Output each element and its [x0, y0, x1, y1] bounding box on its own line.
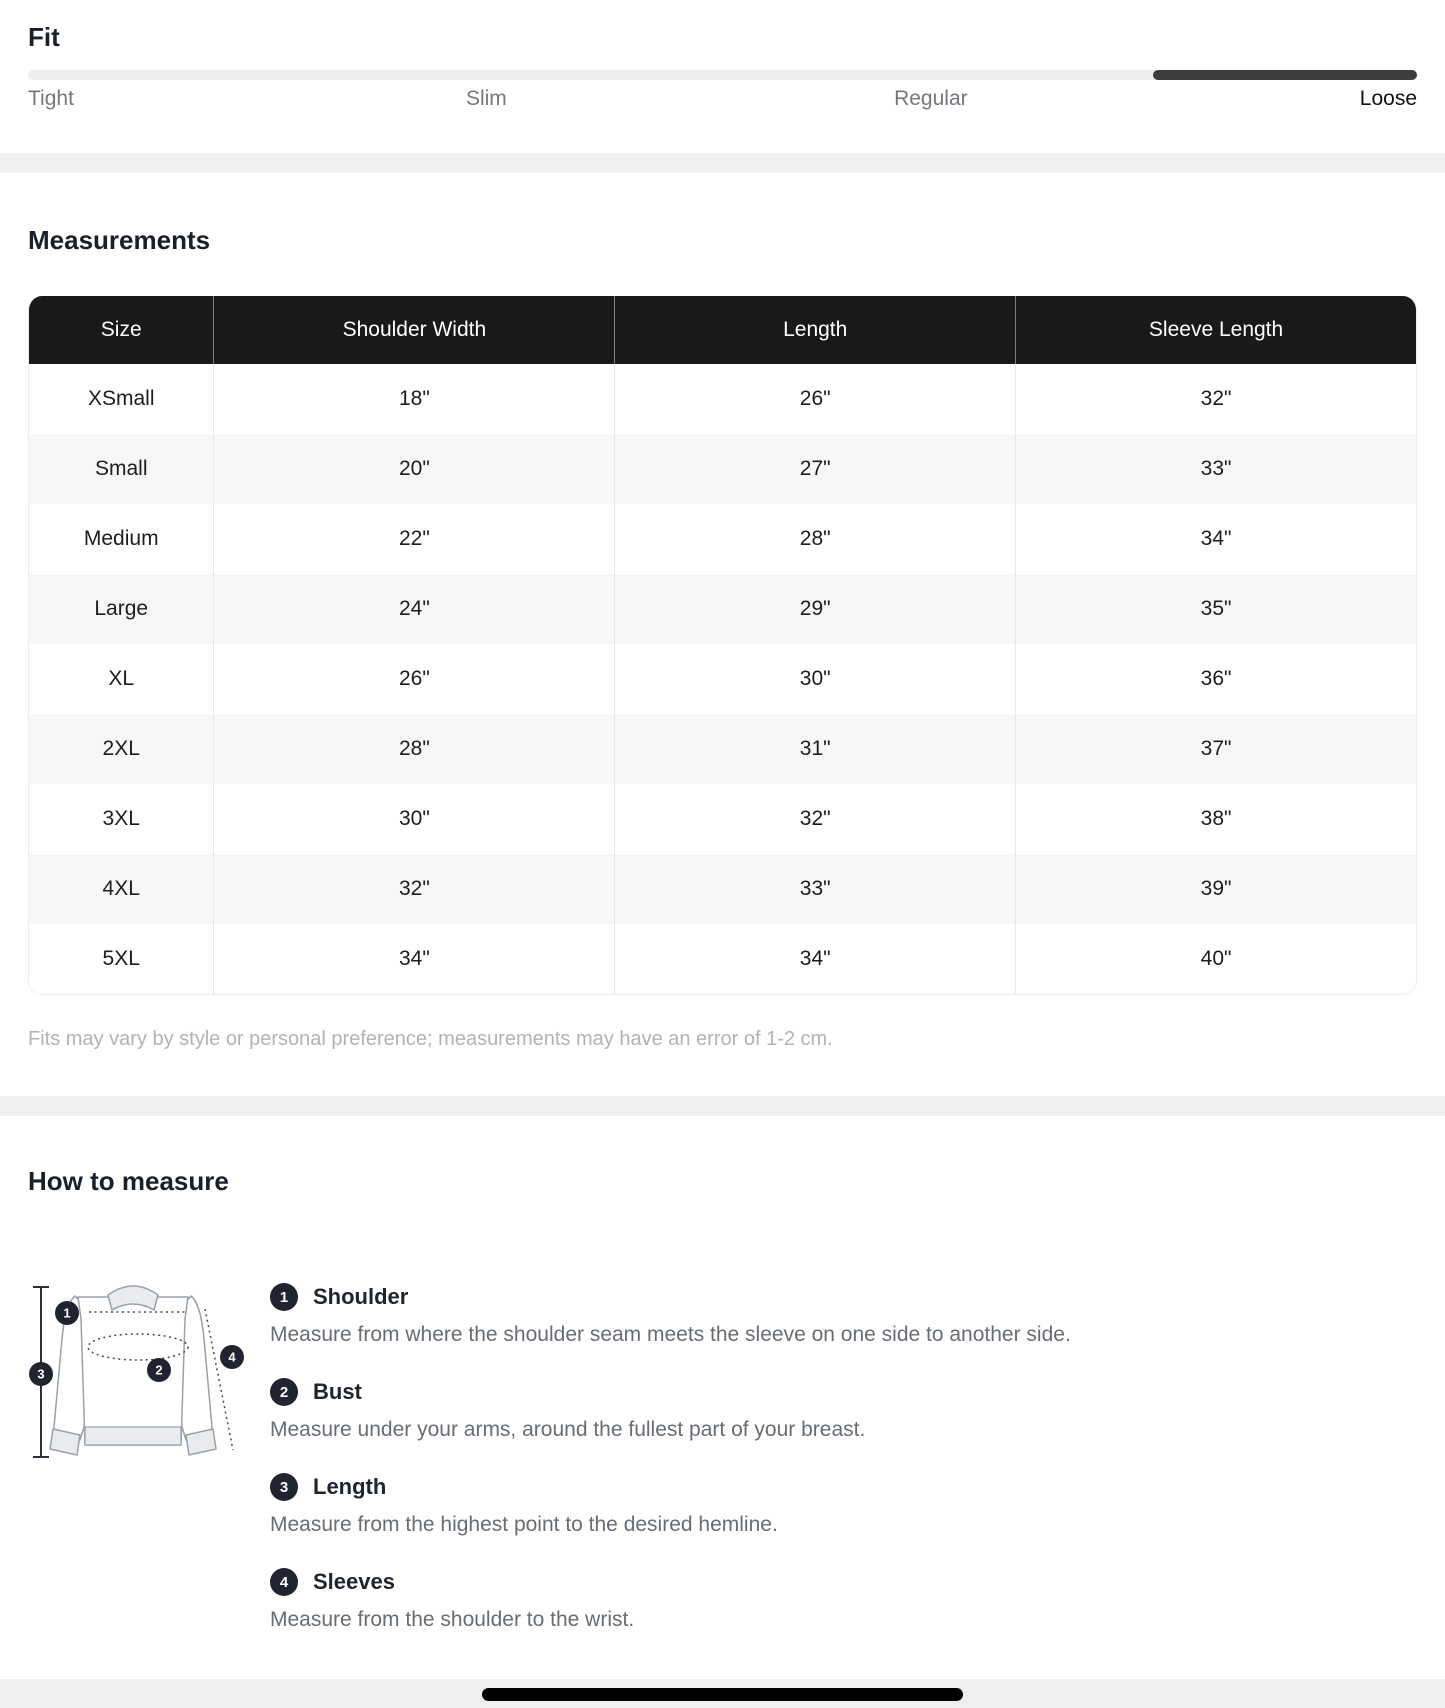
measure-item — [270, 1378, 1417, 1443]
cell-shoulder-width: 32" — [213, 854, 614, 924]
cell-length: 29" — [614, 574, 1015, 644]
fit-scale-label: Regular — [894, 87, 968, 110]
cell-length: 27" — [614, 434, 1015, 504]
cell-sleeve-length: 39" — [1015, 854, 1416, 924]
table-row — [29, 364, 1416, 434]
cell-sleeve-length: 40" — [1015, 924, 1416, 994]
fit-level-track — [28, 70, 1417, 80]
cell-size: 2XL — [102, 737, 140, 760]
cell-length: 33" — [614, 854, 1015, 924]
cell-size: Small — [94, 457, 148, 480]
table-row — [29, 854, 1416, 924]
measure-item-badge: 4 — [270, 1568, 298, 1596]
measure-item — [270, 1568, 1417, 1633]
measurements-section — [0, 173, 1445, 1051]
diagram-badge-3: 3 — [37, 1366, 45, 1382]
measure-instructions-list — [270, 1283, 1417, 1663]
fit-scale-label: Slim — [465, 87, 507, 110]
fit-scale-label: Tight — [28, 87, 74, 110]
measure-item-description: Measure from where the shoulder seam meets the sleeve on one side to another side. — [270, 1323, 1071, 1346]
cell-length: 30" — [614, 644, 1015, 714]
cell-shoulder-width: 28" — [213, 714, 614, 784]
size-table-body — [29, 364, 1416, 994]
cell-size: Medium — [83, 527, 159, 550]
measure-item-badge: 1 — [270, 1283, 298, 1311]
fit-scale-labels — [28, 87, 1417, 113]
section-divider — [0, 1096, 1445, 1116]
cell-length: 34" — [614, 924, 1015, 994]
measurements-title: Measurements — [28, 225, 211, 255]
measure-item — [270, 1473, 1417, 1538]
table-row — [29, 434, 1416, 504]
column-header-length: Length — [614, 296, 1015, 364]
table-row — [29, 714, 1416, 784]
cell-length: 31" — [614, 714, 1015, 784]
fit-scale-label: Loose — [1359, 87, 1417, 110]
cell-shoulder-width: 30" — [213, 784, 614, 854]
measure-item-title: Shoulder — [313, 1284, 409, 1309]
table-row — [29, 924, 1416, 994]
measure-item-title: Sleeves — [313, 1569, 395, 1594]
cell-sleeve-length: 38" — [1015, 784, 1416, 854]
measure-item-title: Bust — [313, 1379, 362, 1404]
cell-shoulder-width: 18" — [213, 364, 614, 434]
measure-item-title: Length — [313, 1474, 387, 1499]
measure-item-description: Measure under your arms, around the fullest part of your breast. — [270, 1418, 866, 1441]
column-header-shoulder-width: Shoulder Width — [213, 296, 614, 364]
measure-item-badge: 3 — [270, 1473, 298, 1501]
cell-sleeve-length: 34" — [1015, 504, 1416, 574]
cell-shoulder-width: 24" — [213, 574, 614, 644]
how-to-measure-title: How to measure — [28, 1166, 229, 1196]
cell-length: 28" — [614, 504, 1015, 574]
size-table — [28, 296, 1417, 995]
diagram-badge-2: 2 — [155, 1362, 163, 1378]
cell-size: 4XL — [102, 877, 140, 900]
cell-size: Large — [94, 597, 149, 620]
home-indicator-bar — [0, 1679, 1445, 1708]
cell-length: 32" — [614, 784, 1015, 854]
measure-item-badge: 2 — [270, 1378, 298, 1406]
cell-sleeve-length: 33" — [1015, 434, 1416, 504]
cell-shoulder-width: 20" — [213, 434, 614, 504]
measurements-note: Fits may vary by style or personal preference; measurements may have an error of 1-2 cm. — [28, 1028, 833, 1050]
section-divider — [0, 153, 1445, 173]
cell-size: 5XL — [102, 947, 140, 970]
fit-title: Fit — [28, 22, 60, 52]
home-indicator[interactable] — [482, 1688, 963, 1701]
how-to-measure-section — [0, 1116, 1445, 1663]
measure-item-description: Measure from the shoulder to the wrist. — [270, 1608, 635, 1631]
cell-length: 26" — [614, 364, 1015, 434]
cell-sleeve-length: 36" — [1015, 644, 1416, 714]
column-header-sleeve-length: Sleeve Length — [1015, 296, 1416, 364]
diagram-badge-4: 4 — [228, 1349, 236, 1365]
column-header-size: Size — [100, 318, 142, 341]
measure-item — [270, 1283, 1417, 1348]
cell-sleeve-length: 37" — [1015, 714, 1416, 784]
cell-size: 3XL — [102, 807, 140, 830]
fit-section — [0, 0, 1445, 113]
cell-sleeve-length: 35" — [1015, 574, 1416, 644]
sweater-measurement-diagram — [28, 1269, 244, 1469]
cell-shoulder-width: 26" — [213, 644, 614, 714]
table-row — [29, 784, 1416, 854]
measure-item-description: Measure from the highest point to the desired hemline. — [270, 1513, 778, 1536]
size-table-header — [29, 296, 1416, 364]
cell-sleeve-length: 32" — [1015, 364, 1416, 434]
table-row — [29, 574, 1416, 644]
table-row — [29, 644, 1416, 714]
cell-size: XL — [108, 667, 135, 690]
fit-level-fill — [1153, 70, 1417, 80]
cell-shoulder-width: 34" — [213, 924, 614, 994]
cell-shoulder-width: 22" — [213, 504, 614, 574]
diagram-badge-1: 1 — [63, 1305, 71, 1321]
cell-size: XSmall — [87, 387, 155, 410]
table-row — [29, 504, 1416, 574]
